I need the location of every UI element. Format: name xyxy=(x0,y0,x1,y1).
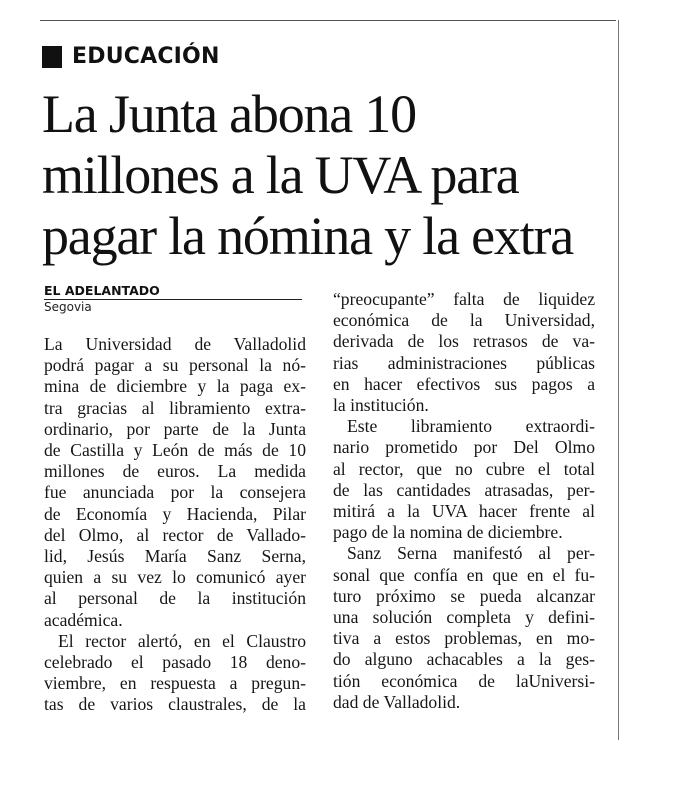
text-line: fue anunciada por la consejera xyxy=(44,482,306,503)
text-line: ordinario, por parte de la Junta xyxy=(44,418,306,439)
text-line: “preocupante” falta de liquidez xyxy=(333,289,595,309)
text-line: tiva a estos problemas, en mo- xyxy=(333,628,595,649)
text-line: derivada de los retrasos de va- xyxy=(333,331,595,352)
text-line: de las cantidades atrasadas, per- xyxy=(333,479,595,500)
text-line: mina de diciembre y la paga ex- xyxy=(44,376,306,397)
section-header xyxy=(42,44,220,70)
text-line: La Universidad de Valladolid xyxy=(44,334,306,354)
text-line: tión económica de laUniversi- xyxy=(333,670,595,691)
text-line: do alguno achacables a la ges- xyxy=(333,649,595,670)
text-line: millones de euros. La medida xyxy=(44,461,306,482)
text-line: pago de la nomina de diciembre. xyxy=(333,522,563,543)
text-line: viembre, en respuesta a pregun- xyxy=(44,673,306,694)
text-line: Este libramiento extraordi- xyxy=(347,416,595,437)
text-line: al rector, que no cubre el total xyxy=(333,458,595,479)
text-line: académica. xyxy=(44,609,123,630)
text-line: celebrado el pasado 18 deno- xyxy=(44,652,306,673)
text-line: del Olmo, al rector de Vallado- xyxy=(44,524,306,545)
column-divider-rule xyxy=(618,20,619,740)
section-square-icon xyxy=(42,46,62,68)
byline-source: EL ADELANTADO xyxy=(44,284,302,300)
section-label: EDUCACIÓN xyxy=(72,44,220,69)
text-line: tra gracias al libramiento extra- xyxy=(44,397,306,418)
text-line: lid, Jesús María Sanz Serna, xyxy=(44,546,306,567)
paragraph xyxy=(44,334,306,631)
headline-line: La Junta abona 10 xyxy=(42,84,416,144)
text-line: rias administraciones públicas xyxy=(333,352,595,373)
text-line: económica de la Universidad, xyxy=(333,310,595,331)
byline xyxy=(44,284,302,315)
paragraph xyxy=(333,543,595,713)
paragraph xyxy=(333,289,595,416)
text-line: de Economía y Hacienda, Pilar xyxy=(44,503,306,524)
text-line: sonal que confía en que en el fu- xyxy=(333,564,595,585)
paragraph xyxy=(333,416,595,543)
headline-line: millones a la UVA para xyxy=(42,145,519,205)
text-line: una solución completa y defini- xyxy=(333,607,595,628)
text-line: mitirá a la UVA hacer frente al xyxy=(333,501,595,522)
text-line: quien a su vez lo comunicó ayer xyxy=(44,567,306,588)
byline-place: Segovia xyxy=(44,300,92,314)
body-column-left xyxy=(44,334,306,716)
body-column-right xyxy=(333,289,595,713)
top-rule xyxy=(40,20,616,21)
text-line: podrá pagar a su personal la nó- xyxy=(44,355,306,376)
text-line: tas de varios claustrales, de la xyxy=(44,694,306,715)
text-line: la institución. xyxy=(333,395,429,416)
text-line: turo próximo se pueda alcanzar xyxy=(333,585,595,606)
paragraph xyxy=(44,631,306,716)
text-line: al personal de la institución xyxy=(44,588,306,609)
text-line: de Castilla y León de más de 10 xyxy=(44,440,306,461)
headline xyxy=(42,84,612,267)
text-line: nario prometido por Del Olmo xyxy=(333,437,595,458)
text-line: El rector alertó, en el Claustro xyxy=(58,630,306,651)
text-line: en hacer efectivos sus pagos a xyxy=(333,373,595,394)
text-line: Sanz Serna manifestó al per- xyxy=(347,543,595,564)
text-line: dad de Valladolid. xyxy=(333,691,461,712)
headline-line: pagar la nómina y la extra xyxy=(42,206,574,266)
